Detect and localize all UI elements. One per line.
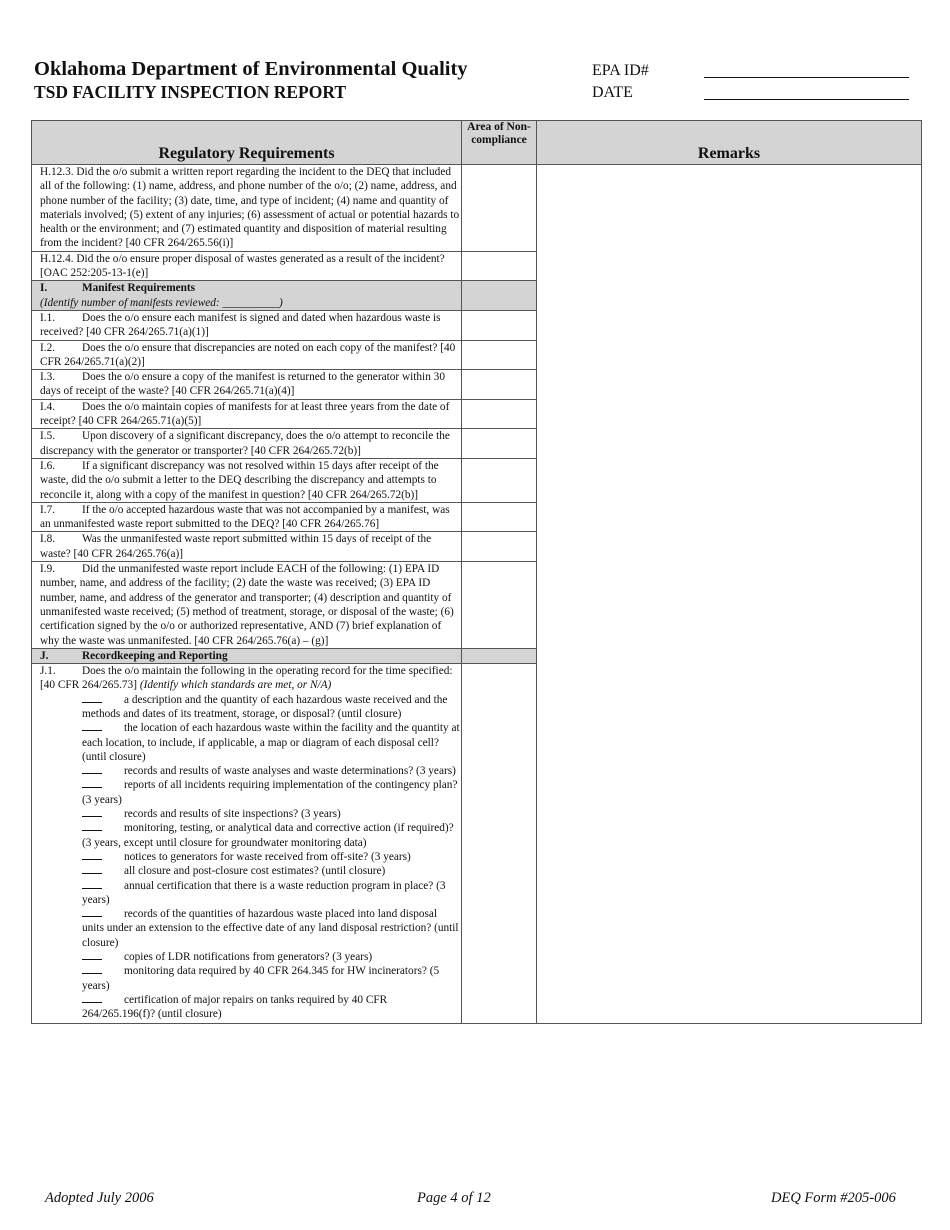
checklist-item-text: all closure and post-closure cost estimates? (until closure)	[124, 865, 386, 878]
j1-checklist-item	[82, 721, 461, 764]
report-title: TSD FACILITY INSPECTION REPORT	[34, 82, 347, 102]
j1-checklist-item	[82, 964, 461, 993]
checklist-item-text: certification of major repairs on tanks required by 40 CFR 264/265.196(f)? (until closure)	[82, 993, 388, 1021]
checkbox-blank[interactable]	[82, 950, 102, 960]
noncompliance-cell[interactable]	[462, 399, 537, 429]
j1-checklist-item	[82, 764, 461, 778]
item-text: If a significant discrepancy was not resolved within 15 days after receipt of the waste, did the o/o submit a letter to the DEQ describing the discrepancy and attempts to reconcile it, along with a copy of the manifest in question? [40 CFR 264/265.72(b)]	[40, 459, 439, 501]
checklist-item-text: records of the quantities of hazardous waste placed into land disposal units under an extension to the effective date of any land disposal restriction? (until closure)	[82, 908, 459, 949]
item-number: I.4.	[40, 400, 56, 413]
checklist-item-text: copies of LDR notifications from generators? (3 years)	[124, 951, 373, 964]
j1-checklist-item	[82, 693, 461, 722]
checklist-item-text: records and results of waste analyses and waste determinations? (3 years)	[124, 765, 456, 778]
item-number: I.6.	[40, 459, 56, 472]
item-number: I.5.	[40, 430, 56, 443]
col-area-of-noncompliance: Area of Non-compliance	[462, 121, 537, 165]
item-text: Does the o/o maintain copies of manifests for at least three years from the date of receipt? [40 CFR 264/265.71(a)(5)]	[40, 400, 450, 428]
section-number: J.	[40, 649, 49, 662]
checklist-item-text: monitoring data required by 40 CFR 264.345 for HW incinerators? (5 years)	[82, 965, 440, 992]
checkbox-blank[interactable]	[82, 907, 102, 917]
footer-form-number: DEQ Form #205-006	[771, 1190, 896, 1206]
checkbox-blank[interactable]	[82, 721, 102, 731]
checklist-item-text: annual certification that there is a waste reduction program in place? (3 years)	[82, 879, 446, 906]
requirement-text	[32, 370, 462, 400]
checkbox-blank[interactable]	[82, 778, 102, 788]
requirement-text	[32, 340, 462, 370]
item-number: J.1.	[40, 665, 56, 678]
noncompliance-cell[interactable]	[462, 165, 537, 252]
noncompliance-cell[interactable]	[462, 664, 537, 1023]
section-number: I.	[40, 282, 48, 295]
item-number: I.7.	[40, 503, 56, 516]
date-field[interactable]	[704, 99, 909, 100]
checkbox-blank[interactable]	[82, 821, 102, 831]
section-i-heading	[32, 281, 462, 311]
item-note: (Identify which standards are met, or N/A)	[139, 679, 332, 692]
section-title: Recordkeeping and Reporting	[82, 649, 228, 662]
checklist-item-text: records and results of site inspections? (3 years)	[124, 808, 341, 821]
noncompliance-cell[interactable]	[462, 532, 537, 562]
agency-title: Oklahoma Department of Environmental Quality	[34, 58, 468, 80]
item-text: Does the o/o ensure a copy of the manifest is returned to the generator within 30 days of receipt of the waste? [40 CFR 264/265.71(a)(4)]	[40, 371, 445, 398]
requirement-text	[32, 399, 462, 429]
col-remarks: Remarks	[537, 121, 922, 165]
section-j-heading	[32, 648, 462, 663]
footer-page-number: Page 4 of 12	[417, 1190, 491, 1206]
requirement-text: H.12.4. Did the o/o ensure proper disposal of wastes generated as a result of the incident? [OAC 252:205-13-1(e)]	[32, 251, 462, 281]
checklist-item-text: notices to generators for waste received from off-site? (3 years)	[124, 850, 411, 863]
noncompliance-cell[interactable]	[462, 251, 537, 281]
item-number: I.8.	[40, 533, 56, 546]
epa-id-field[interactable]	[704, 77, 909, 78]
noncompliance-cell[interactable]	[462, 502, 537, 532]
inspection-table	[31, 120, 922, 1024]
j1-checklist-item	[82, 993, 461, 1022]
noncompliance-cell[interactable]	[462, 310, 537, 340]
requirement-text	[32, 502, 462, 532]
footer-adopted: Adopted July 2006	[45, 1190, 154, 1206]
item-text: Was the unmanifested waste report submitted within 15 days of receipt of the waste? [40 CFR 264/265.76(a)]	[40, 533, 432, 560]
noncompliance-cell[interactable]	[462, 370, 537, 400]
noncompliance-cell[interactable]	[462, 458, 537, 502]
item-text: Does the o/o maintain the following in the operating record for the time specified: [40 CFR 264/265.73]	[40, 665, 453, 692]
col-regulatory-requirements: Regulatory Requirements	[32, 121, 462, 165]
section-title: Manifest Requirements	[82, 282, 196, 295]
noncompliance-cell[interactable]	[462, 429, 537, 459]
j1-checklist-item	[82, 807, 461, 821]
checkbox-blank[interactable]	[82, 764, 102, 774]
noncompliance-cell[interactable]	[462, 562, 537, 649]
noncompliance-cell	[462, 281, 537, 311]
epa-id-label: EPA ID#	[592, 62, 649, 79]
checkbox-blank[interactable]	[82, 879, 102, 889]
item-text: Does the o/o ensure each manifest is signed and dated when hazardous waste is received? [40 CFR 264/265.71(a)(1)]	[40, 311, 441, 339]
noncompliance-cell[interactable]	[462, 340, 537, 370]
checkbox-blank[interactable]	[82, 807, 102, 817]
j1-checklist-item	[82, 821, 461, 850]
checklist-item-text: a description and the quantity of each hazardous waste received and the methods and dates of its treatment, storage, or disposal? (until closure)	[82, 693, 448, 720]
requirement-text	[32, 429, 462, 459]
item-number: I.2.	[40, 341, 56, 354]
checklist-item-text: reports of all incidents requiring implementation of the contingency plan? (3 years)	[82, 779, 458, 806]
item-text: Did the unmanifested waste report include EACH of the following: (1) EPA ID number, name, and address of the facility; (2) date the waste was received; (3) EPA ID number, name, and address of the generator and transporter; (4) description and quantity of unmanifested waste received; (5) method of treatment, storage, or disposal of the waste; (6) certification signed by the o/o or authorized representative, AND (7) brief explanation of why the waste was unmanifested. [40 CFR 264/265.76(a) – (g)]	[40, 563, 454, 647]
checkbox-blank[interactable]	[82, 964, 102, 974]
remarks-cell[interactable]	[537, 165, 922, 1024]
section-note: (Identify number of manifests reviewed: __________)	[40, 296, 283, 309]
j1-checklist	[40, 693, 461, 1022]
item-number: I.3.	[40, 371, 56, 384]
item-number: I.9.	[40, 563, 56, 576]
noncompliance-cell	[462, 648, 537, 663]
j1-checklist-item	[82, 879, 461, 908]
item-text: If the o/o accepted hazardous waste that was not accompanied by a manifest, was an unmanifested waste report submitted to the DEQ? [40 CFR 264/265.76]	[40, 503, 450, 531]
j1-checklist-item	[82, 950, 461, 964]
checklist-item-text: the location of each hazardous waste within the facility and the quantity at each location, to include, if applicable, a map or diagram of each disposal cell? (until closure)	[82, 722, 460, 763]
item-text: Does the o/o ensure that discrepancies are noted on each copy of the manifest? [40 CFR 264/265.71(a)(2)]	[40, 341, 456, 368]
requirement-text	[32, 458, 462, 502]
checkbox-blank[interactable]	[82, 993, 102, 1003]
checkbox-blank[interactable]	[82, 864, 102, 874]
requirement-text: H.12.3. Did the o/o submit a written report regarding the incident to the DEQ that included all of the following: (1) name, address, and phone number of the o/o; (2) name, address, and phone number of the facility; (3) date, time, and type of incident; (4) name and quantity of materials involved; (5) extent of any injuries; (6) assessment of actual or potential hazards to health or the environment; and (7) estimated quantity and disposition of material resulting from the incident? [40 CFR 264/265.56(i)]	[32, 165, 462, 252]
row-h-12-3	[32, 165, 922, 252]
checklist-item-text: monitoring, testing, or analytical data and corrective action (if required)? (3 years, except until closure for groundwater monitoring data)	[82, 822, 454, 849]
item-number: I.1.	[40, 311, 56, 324]
requirement-text	[32, 310, 462, 340]
requirement-text	[32, 532, 462, 562]
requirement-text	[32, 664, 462, 1023]
date-label: DATE	[592, 84, 633, 101]
checkbox-blank[interactable]	[82, 850, 102, 860]
j1-checklist-item	[82, 907, 461, 950]
requirement-text	[32, 562, 462, 649]
item-text: Upon discovery of a significant discrepancy, does the o/o attempt to reconcile the discrepancy with the generator or transporter? [40 CFR 264/265.72(b)]	[40, 430, 450, 457]
j1-checklist-item	[82, 778, 461, 807]
j1-checklist-item	[82, 850, 461, 864]
checkbox-blank[interactable]	[82, 693, 102, 703]
j1-checklist-item	[82, 864, 461, 878]
